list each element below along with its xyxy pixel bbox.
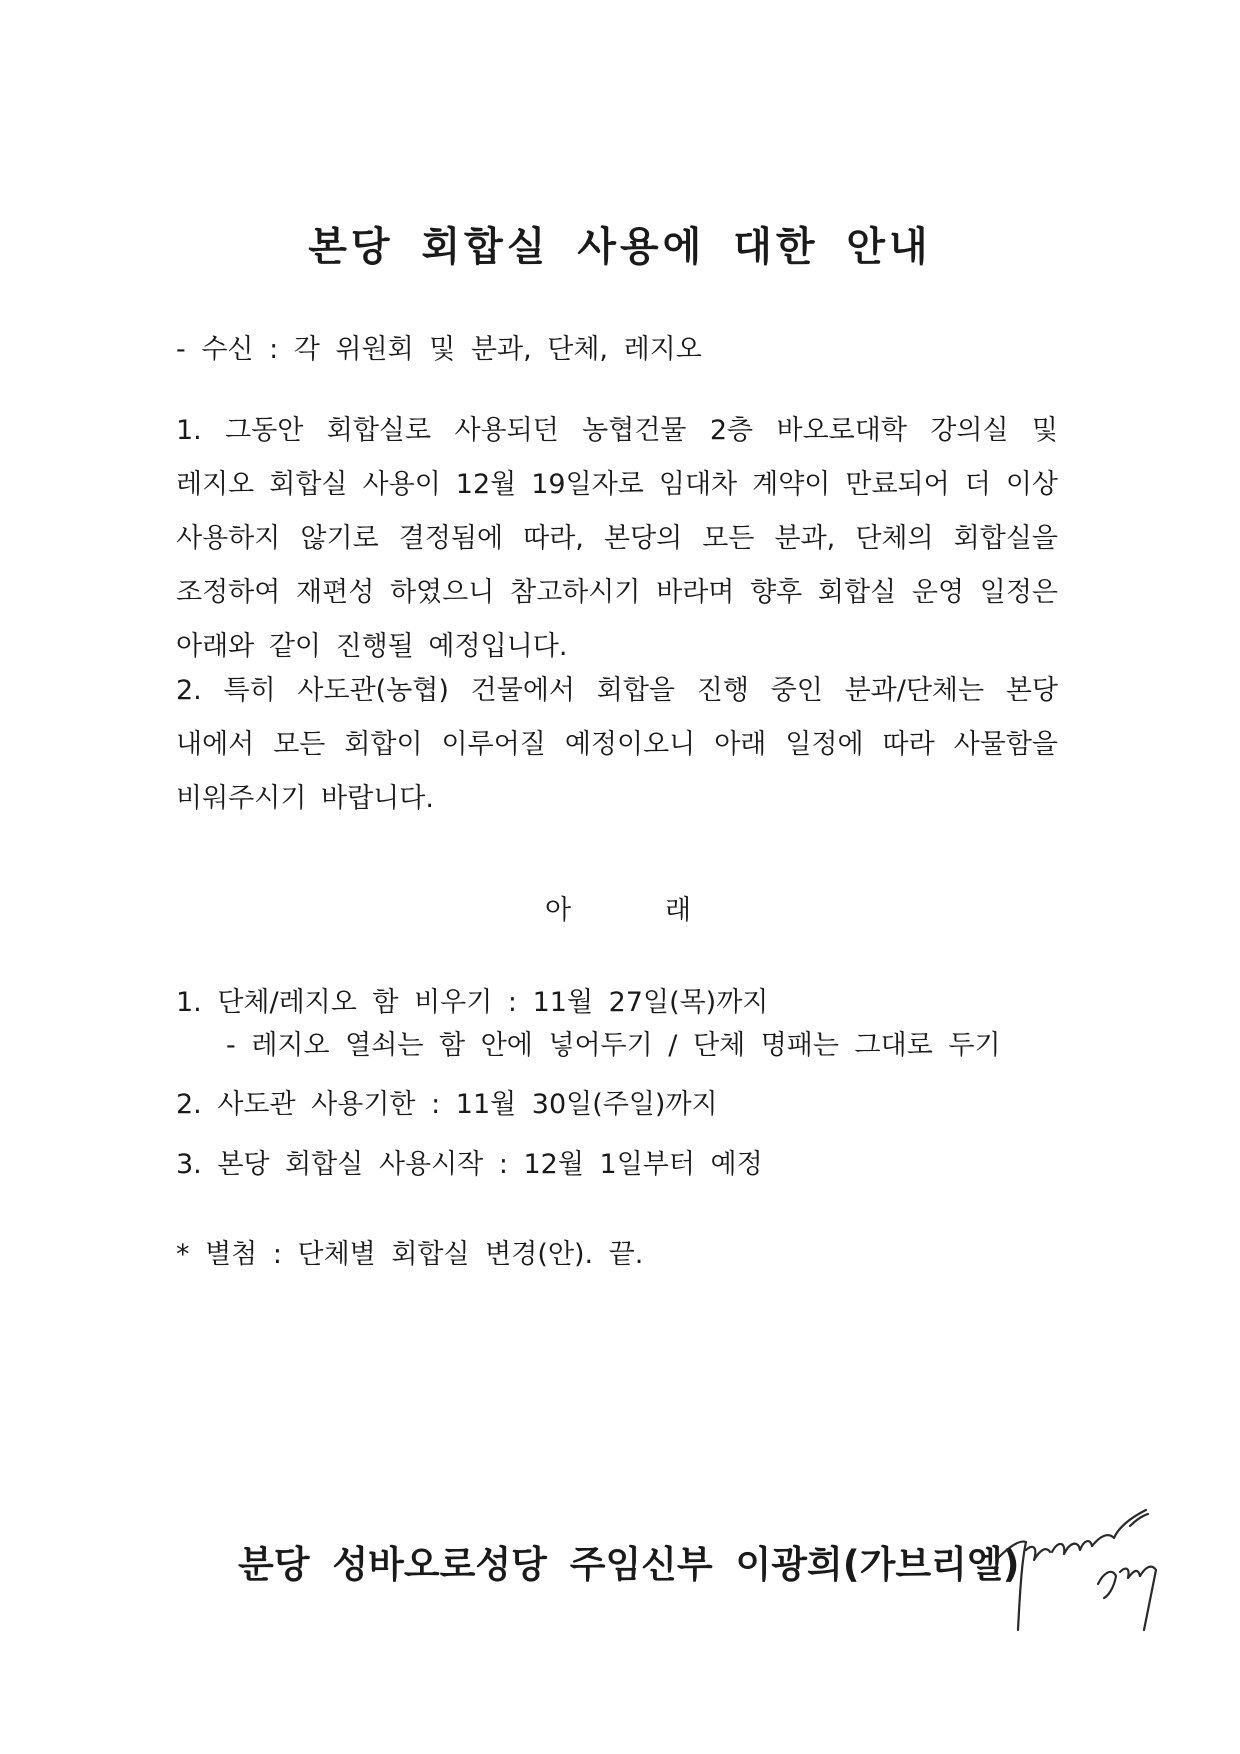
- section-heading-left: 아: [545, 895, 572, 926]
- list-item-1: 1. 단체/레지오 함 비우기 : 11월 27일(목)까지: [176, 987, 769, 1018]
- attachment-note: * 별첨 : 단체별 회합실 변경(안). 끝.: [176, 1239, 644, 1270]
- paragraph-1: 1. 그동안 회합실로 사용되던 농협건물 2층 바오로대학 강의실 및 레지오 회합실 사용이 12월 19일자로 임대차 계약이 만료되어 더 이상 사용하지 않기로 결정됨에 따라, 본당의 모든 분과, 단체의 회합실을 조정하여 재편성 하였으니 참고하시기 바라며 향후 회합실 운영 일정은 아래와 같이 진행될 예정입니다.: [176, 415, 1058, 662]
- paragraph-2: 2. 특히 사도관(농협) 건물에서 회합을 진행 중인 분과/단체는 본당 내에서 모든 회합이 이루어질 예정이오니 아래 일정에 따라 사물함을 비워주시기 바랍니다.: [176, 675, 1058, 814]
- list-item-2: 2. 사도관 사용기한 : 11월 30일(주일)까지: [176, 1089, 718, 1120]
- list-item-3: 3. 본당 회합실 사용시작 : 12월 1일부터 예정: [176, 1149, 763, 1180]
- document-title: 본당 회합실 사용에 대한 안내: [308, 224, 932, 270]
- recipient-line: - 수신 : 각 위원회 및 분과, 단체, 레지오: [176, 334, 702, 365]
- list-item-1-note: - 레지오 열쇠는 함 안에 넣어두기 / 단체 명패는 그대로 두기: [226, 1030, 1001, 1061]
- signer-name: 분당 성바오로성당 주임신부 이광희(가브리엘): [238, 1543, 1020, 1586]
- section-heading-right: 래: [665, 895, 692, 926]
- handwritten-signature: [980, 1480, 1180, 1650]
